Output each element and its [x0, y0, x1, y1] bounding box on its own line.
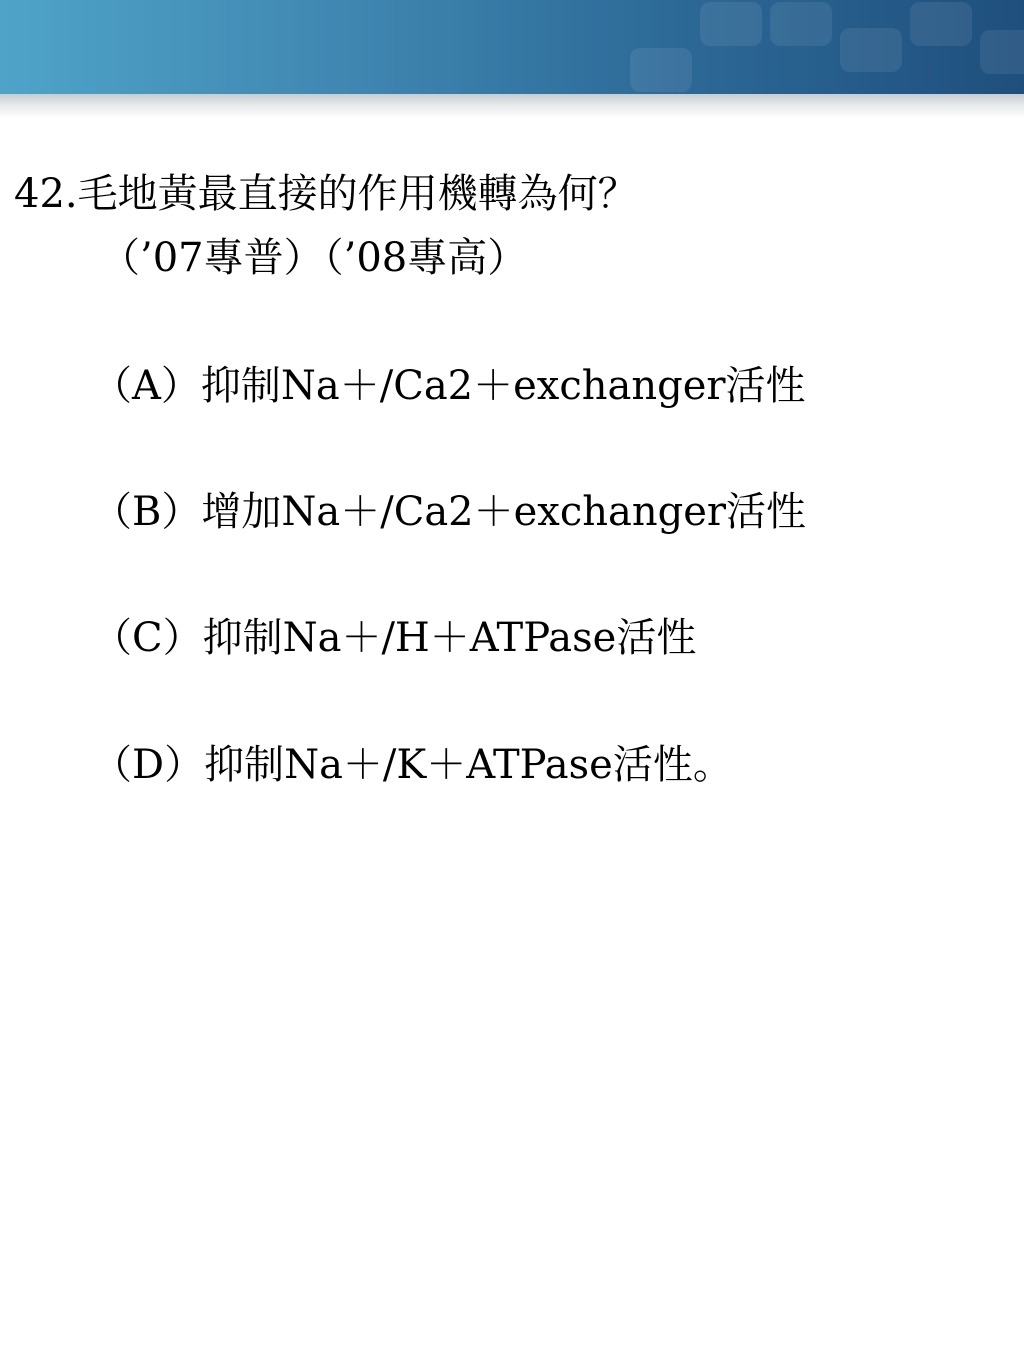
banner-decoration [840, 28, 902, 72]
banner-decoration [770, 2, 832, 46]
banner-decoration [630, 48, 692, 92]
question-source: （’07專普）（’08專高） [100, 235, 528, 281]
option-c: （C）抑制Na＋/H＋ATPase活性 [92, 615, 697, 661]
option-d: （D）抑制Na＋/K＋ATPase活性。 [92, 742, 733, 788]
header-banner [0, 0, 1024, 94]
banner-decoration [910, 2, 972, 46]
banner-shadow [0, 94, 1024, 118]
question-text: 42.毛地黃最直接的作用機轉為何？ [14, 171, 638, 217]
banner-decoration [700, 2, 762, 46]
option-b: （B）增加Na＋/Ca2＋exchanger活性 [92, 489, 807, 535]
option-a: （A）抑制Na＋/Ca2＋exchanger活性 [92, 363, 806, 409]
banner-decoration [980, 30, 1024, 74]
